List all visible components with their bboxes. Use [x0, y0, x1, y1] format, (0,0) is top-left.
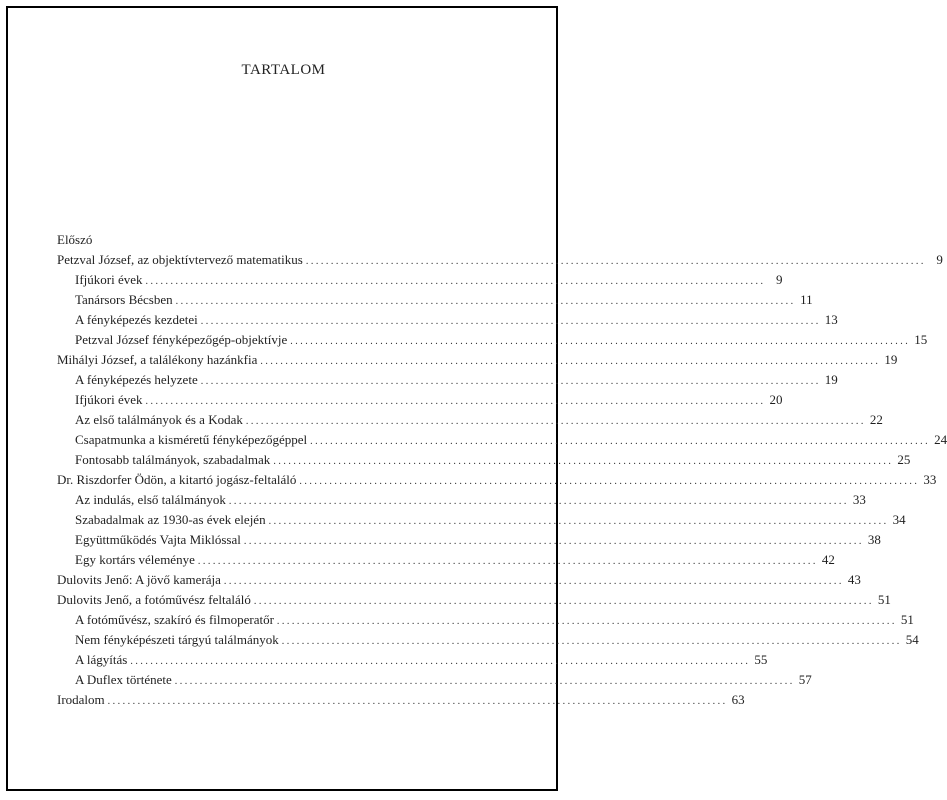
toc-page-number: 22: [869, 412, 883, 427]
dot-leader: ............................................................................................................................: [200, 316, 821, 327]
toc-page-number: 34: [892, 512, 906, 527]
dot-leader: ............................................................................................................................: [290, 336, 911, 347]
toc-entry-title: A fényképezés helyzete: [75, 372, 198, 387]
dot-leader: ............................................................................................................................: [253, 596, 874, 607]
dot-leader: ............................................................................................................................: [130, 656, 751, 667]
dot-leader: ............................................................................................................................: [276, 616, 897, 627]
toc-entry-title: Nem fényképészeti tárgyú találmányok: [75, 632, 279, 647]
toc-entry-title: Tanársors Bécsben: [75, 292, 173, 307]
toc-entry-title: Dulovits Jenő: A jövő kamerája: [57, 572, 221, 587]
toc-subentry: [57, 610, 914, 630]
toc-subentry: [57, 550, 835, 570]
toc-subentry: [57, 430, 947, 450]
toc-page-number: 20: [769, 392, 783, 407]
toc-subentry: [57, 510, 906, 530]
toc-entry-title: A Duflex története: [75, 672, 172, 687]
toc-heading: Előszó: [57, 232, 93, 247]
dot-leader: ............................................................................................................................: [260, 356, 881, 367]
toc-page-number: 55: [754, 652, 768, 667]
toc-page-number: 9: [776, 272, 783, 287]
dot-leader: ............................................................................................................................: [200, 376, 821, 387]
toc-subentry: [57, 650, 768, 670]
toc-page-number: 13: [824, 312, 838, 327]
toc-subentry: [57, 450, 911, 470]
toc-entry-title: Egy kortárs véleménye: [75, 552, 195, 567]
dot-leader: ............................................................................................................................: [197, 556, 818, 567]
dot-leader: ............................................................................................................................: [281, 636, 902, 647]
toc-page-number: 43: [847, 572, 861, 587]
toc-entry-title: A fotóművész, szakíró és filmoperatőr: [75, 612, 274, 627]
toc-entry-title: Petzval József, az objektívtervező matematikus: [57, 252, 303, 267]
dot-leader: ............................................................................................................................: [228, 496, 849, 507]
toc-page-number: 33: [923, 472, 937, 487]
table-of-contents: [57, 230, 947, 710]
toc-entry-title: Az első találmányok és a Kodak: [75, 412, 243, 427]
toc-entry-title: Csapatmunka a kisméretű fényképezőgéppel: [75, 432, 308, 447]
toc-page-number: 15: [914, 332, 928, 347]
toc-subentry: [57, 270, 783, 290]
toc-subentry: [57, 370, 838, 390]
toc-page-number: 33: [852, 492, 866, 507]
toc-page-number: 54: [905, 632, 919, 647]
toc-page-number: 38: [867, 532, 881, 547]
dot-leader: ............................................................................................................................: [145, 276, 766, 287]
page-title: TARTALOM: [241, 62, 326, 78]
dot-leader: ............................................................................................................................: [174, 676, 795, 687]
dot-leader: ............................................................................................................................: [243, 536, 864, 547]
toc-entry: [57, 250, 943, 270]
dot-leader: ............................................................................................................................: [175, 296, 796, 307]
toc-subentry: [57, 290, 813, 310]
dot-leader: ............................................................................................................................: [223, 576, 844, 587]
toc-subentry: [57, 530, 881, 550]
toc-entry-title: Együttműködés Vajta Miklóssal: [75, 532, 241, 547]
toc-entry: [57, 570, 861, 590]
toc-page-number: 63: [731, 692, 745, 707]
toc-entry-title: Dulovits Jenő, a fotóművész feltaláló: [57, 592, 251, 607]
toc-subentry: [57, 630, 919, 650]
dot-leader: ............................................................................................................................: [245, 416, 866, 427]
toc-subentry: [57, 390, 783, 410]
toc-page-number: 42: [821, 552, 835, 567]
toc-page-number: 11: [800, 292, 813, 307]
toc-page-number: 25: [897, 452, 911, 467]
toc-page-number: 24: [934, 432, 947, 447]
toc-entry: [57, 690, 745, 710]
dot-leader: ............................................................................................................................: [310, 436, 931, 447]
toc-entry-title: Mihályi József, a találékony hazánkfia: [57, 352, 258, 367]
dot-leader: ............................................................................................................................: [305, 256, 926, 267]
toc-entry-title: Ifjúkori évek: [75, 272, 143, 287]
toc-subentry: [57, 410, 883, 430]
toc-entry-title: Dr. Riszdorfer Ödön, a kitartó jogász-feltaláló: [57, 472, 297, 487]
toc-entry: [57, 590, 891, 610]
toc-entry-title: A fényképezés kezdetei: [75, 312, 198, 327]
toc-page-number: 9: [936, 252, 943, 267]
dot-leader: ............................................................................................................................: [145, 396, 766, 407]
toc-entry: [57, 470, 937, 490]
toc-entry-title: Fontosabb találmányok, szabadalmak: [75, 452, 271, 467]
toc-subentry: [57, 310, 838, 330]
toc-entry-title: Szabadalmak az 1930-as évek elején: [75, 512, 266, 527]
toc-entry-title: Ifjúkori évek: [75, 392, 143, 407]
dot-leader: ............................................................................................................................: [107, 696, 728, 707]
toc-page-number: 19: [884, 352, 898, 367]
toc-entry-title: Az indulás, első találmányok: [75, 492, 226, 507]
toc-subentry: [57, 330, 928, 350]
toc-entry-title: A lágyítás: [75, 652, 128, 667]
dot-leader: ............................................................................................................................: [268, 516, 889, 527]
toc-page-number: 51: [877, 592, 891, 607]
toc-subentry: [57, 490, 866, 510]
toc-page-number: 19: [824, 372, 838, 387]
toc-page-number: 57: [798, 672, 812, 687]
toc-page-number: 51: [900, 612, 914, 627]
toc-entry: [57, 350, 898, 370]
toc-entry-title: Irodalom: [57, 692, 105, 707]
dot-leader: ............................................................................................................................: [273, 456, 894, 467]
toc-entry-title: Petzval József fényképezőgép-objektívje: [75, 332, 288, 347]
dot-leader: ............................................................................................................................: [299, 476, 920, 487]
toc-subentry: [57, 670, 812, 690]
